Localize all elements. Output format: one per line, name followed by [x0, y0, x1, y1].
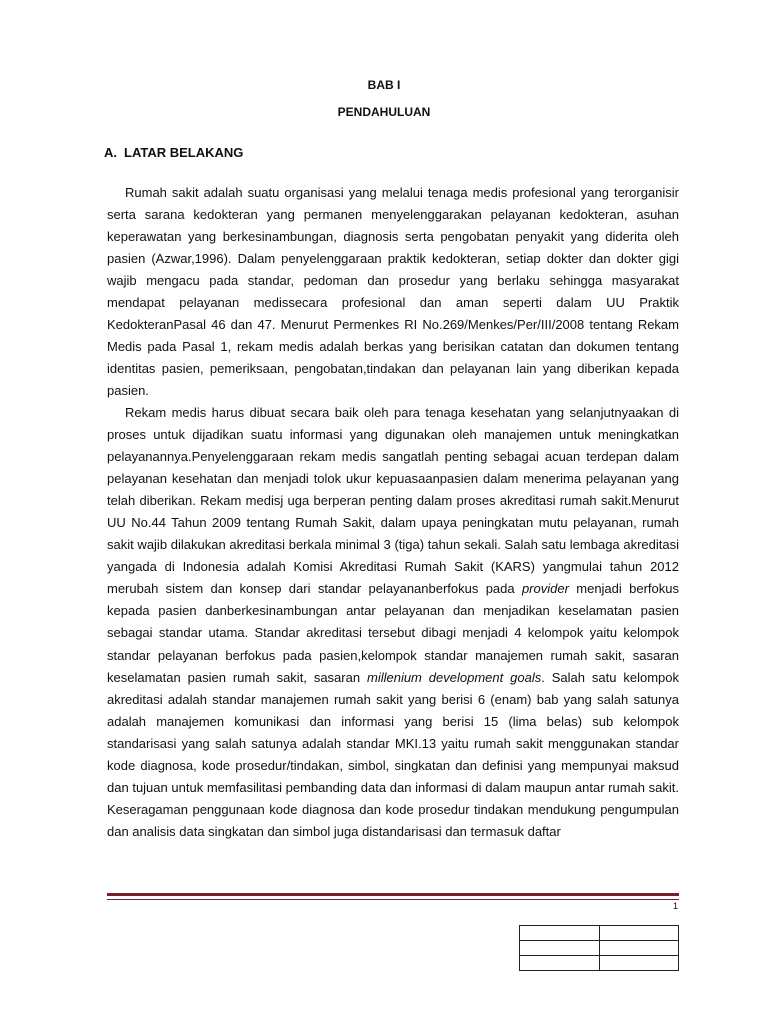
chapter-title: PENDAHULUAN — [337, 105, 431, 119]
table-cell — [599, 956, 679, 971]
table-row — [520, 926, 679, 941]
section-label: A. — [104, 145, 117, 160]
paragraph-2-italic-mdg: millenium development goals — [366, 669, 542, 685]
footer-table — [519, 925, 679, 971]
section-title: LATAR BELAKANG — [124, 145, 244, 160]
paragraph-2-part-2: menjadi berfokus kepada pasien danberkesinambungan antar pelayanan dan menjadikan keselamatan pasien sebagai standar utama. Standar akreditasi tersebut dibagi menjadi 4 kelompok yaitu kelompok standar pelayanan berfokus pada pasien,kelompok standar manajemen rumah sakit, sasaran keselamatan pasien rumah sakit, sasaran — [107, 581, 679, 685]
paragraph-2 — [107, 402, 679, 843]
page-number: 1 — [672, 901, 678, 911]
footer-rule-thin — [107, 899, 679, 900]
chapter-heading: BAB I — [367, 78, 401, 92]
table-cell — [599, 926, 679, 941]
paragraph-1: Rumah sakit adalah suatu organisasi yang melalui tenaga medis profesional yang terorganisir serta sarana kedokteran yang permanen menyelenggarakan pelayanan kedokteran, asuhan keperawatan yang berkesinambungan, diagnosis serta pengobatan penyakit yang diderita oleh pasien (Azwar,1996). Dalam penyelenggaraan praktik kedokteran, setiap dokter dan dokter gigi wajib mengacu pada standar, pedoman dan prosedur yang berlaku sehingga masyarakat mendapat pelayanan medissecara profesional dan aman seperti dalam UU Praktik KedokteranPasal 46 dan 47. Menurut Permenkes RI No.269/Menkes/Per/III/2008 tentang Rekam Medis pada Pasal 1, rekam medis adalah berkas yang berisikan catatan dan dokumen tentang identitas pasien, pemeriksaan, pengobatan,tindakan dan pelayanan lain yang diberikan kepada pasien. — [107, 185, 679, 399]
table-cell — [520, 926, 600, 941]
table-cell — [520, 956, 600, 971]
table-row — [520, 941, 679, 956]
paragraph-2-italic-provider: provider — [521, 581, 569, 597]
section-heading — [104, 145, 243, 160]
paragraph-2-part-3: . Salah satu kelompok akreditasi adalah standar manajemen rumah sakit yang berisi 6 (enam) bab yang salah satunya adalah manajemen komunikasi dan informasi yang berisi 15 (lima belas) sub kelompok standarisasi yang salah satunya adalah standar MKI.13 yaitu rumah sakit menggunakan standar kode diagnosa, kode prosedur/tindakan, simbol, singkatan dan definisi yang mempunyai maksud dan tujuan untuk memfasilitasi pembanding data dan informasi di dalam maupun antar rumah sakit. Keseragaman penggunaan kode diagnosa dan kode prosedur tindakan mendukung pengumpulan dan analisis data singkatan dan simbol juga distandarisasi dan termasuk daftar — [107, 669, 680, 839]
table-row — [520, 956, 679, 971]
table-cell — [599, 941, 679, 956]
paragraph-2-part-1: Rekam medis harus dibuat secara baik oleh para tenaga kesehatan yang selanjutnyaakan di proses untuk dijadikan suatu informasi yang digunakan oleh manajemen untuk meningkatkan pelayanannya.Penyelenggaraan rekam medis sangatlah penting sebagai acuan terdepan dalam pelayanan kesehatan dan menjadi tolok ukur kepuasaanpasien dalam menerima pelayanan yang telah diberikan. Rekam medisj uga berperan penting dalam proses akreditasi rumah sakit.Menurut UU No.44 Tahun 2009 tentang Rumah Sakit, dalam upaya peningkatan mutu pelayanan, rumah sakit wajib dilakukan akreditasi berkala minimal 3 (tiga) tahun sekali. Salah satu lembaga akreditasi yangada di Indonesia adalah Komisi Akreditasi Rumah Sakit (KARS) yangmulai tahun 2012 merubah sistem dan konsep dari standar pelayananberfokus pada — [107, 405, 679, 597]
table-cell — [520, 941, 600, 956]
footer-rule-thick — [107, 893, 679, 896]
